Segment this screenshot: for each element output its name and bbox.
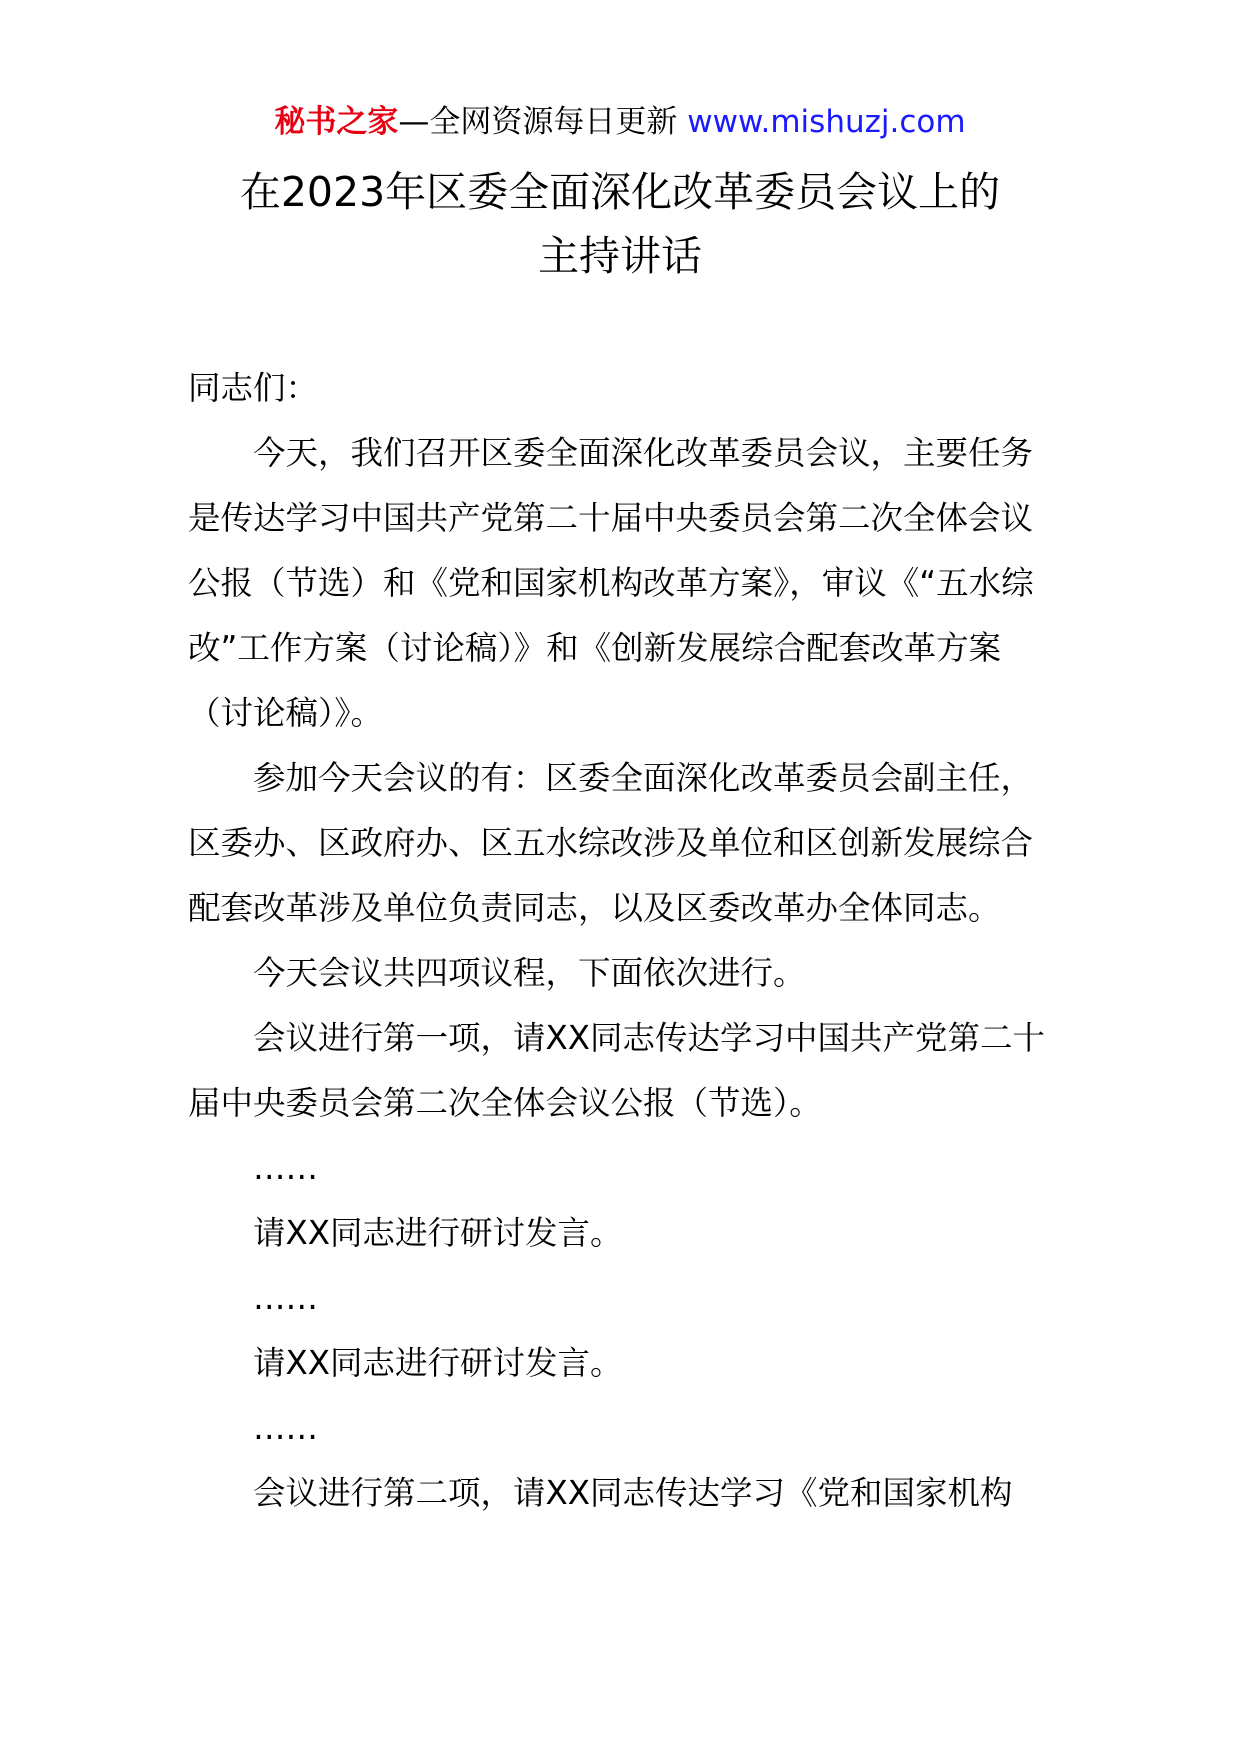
ellipsis: ……	[253, 1409, 318, 1447]
paragraph-speech-call: 请XX同志进行研讨发言。	[253, 1214, 623, 1252]
paragraph-attendees: 参加今天会议的有：区委全面深化改革委员会副主任，区委办、区政府办、区五水综改涉及单位和区创新发展综合配套改革涉及单位负责同志，以及区委改革办全体同志。	[188, 759, 1034, 927]
site-url-link[interactable]: www.mishuzj.com	[687, 104, 966, 140]
salutation: 同志们：	[188, 369, 319, 407]
document-body	[188, 356, 1056, 1526]
title-line-1: 在2023年区委全面深化改革委员会议上的	[239, 168, 1001, 216]
paragraph-item-one: 会议进行第一项，请XX同志传达学习中国共产党第二十届中央委员会第二次全体会议公报（节选）。	[188, 1019, 1046, 1122]
paragraph-speech-call: 请XX同志进行研讨发言。	[253, 1344, 623, 1382]
ellipsis: ……	[253, 1279, 318, 1317]
ellipsis: ……	[253, 1149, 318, 1187]
brand-slogan: —全网资源每日更新	[398, 104, 678, 140]
paragraph-agenda: 今天会议共四项议程，下面依次进行。	[253, 954, 806, 992]
title-line-2: 主持讲话	[538, 232, 702, 280]
paragraph-meeting-purpose: 今天，我们召开区委全面深化改革委员会议，主要任务是传达学习中国共产党第二十届中央委员会第二次全体会议公报（节选）和《党和国家机构改革方案》，审议《“五水综改”工作方案（讨论稿）》和《创新发展综合配套改革方案（讨论稿）》。	[188, 434, 1034, 732]
brand-name: 秘书之家	[274, 104, 399, 140]
document-title	[150, 160, 1090, 288]
paragraph-item-two: 会议进行第二项，请XX同志传达学习《党和国家机构	[253, 1474, 1013, 1512]
source-banner	[0, 100, 1240, 144]
